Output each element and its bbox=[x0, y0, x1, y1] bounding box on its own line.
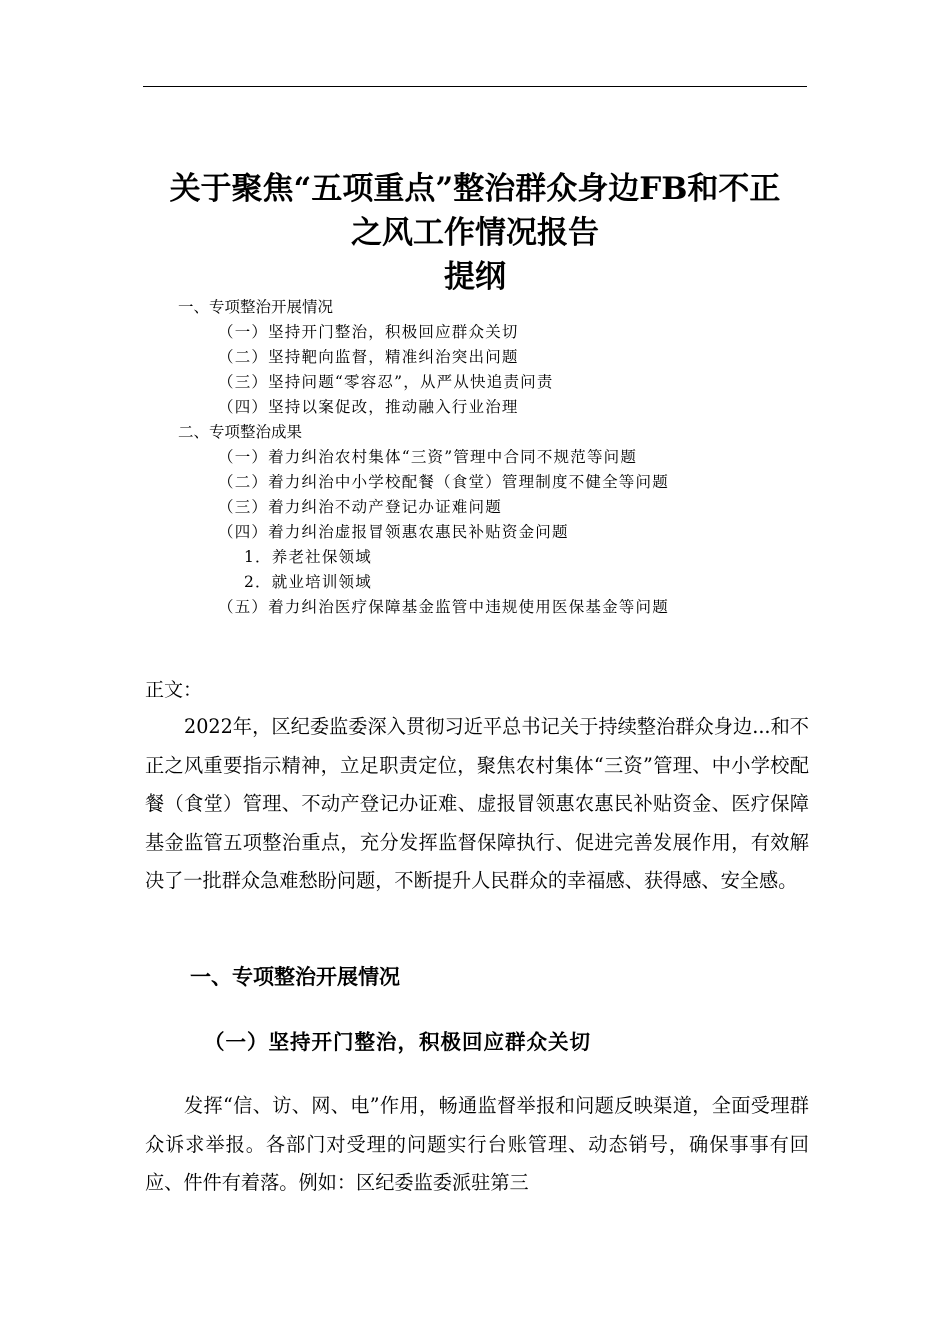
outline-item: （二）着力纠治中小学校配餐（食堂）管理制度不健全等问题 bbox=[218, 473, 669, 491]
outline-item: 二、专项整治成果 bbox=[178, 423, 303, 441]
outline-item: 一、专项整治开展情况 bbox=[178, 298, 334, 316]
header-rule bbox=[143, 86, 807, 87]
outline-item: （四）坚持以案促改，推动融入行业治理 bbox=[218, 398, 519, 416]
subsection-paragraph: 发挥“信、访、网、电”作用，畅通监督举报和问题反映渠道，全面受理群众诉求举报。各部门对受理的问题实行台账管理、动态销号，确保事事有回应、件件有着落。例如：区纪委监委派驻第三 bbox=[145, 1094, 809, 1195]
outline-item: （二）坚持靶向监督，精准纠治突出问题 bbox=[218, 348, 519, 366]
outline-item: （三）着力纠治不动产登记办证难问题 bbox=[218, 498, 502, 516]
report-title-line-1: 关于聚焦“五项重点”整治群众身边FB和不正 bbox=[169, 171, 781, 207]
outline-item: （四）着力纠治虚报冒领惠农惠民补贴资金问题 bbox=[218, 523, 569, 541]
outline-item: 2．就业培训领域 bbox=[244, 573, 372, 591]
report-title-line-2: 之风工作情况报告 bbox=[351, 215, 599, 251]
outline-item: （一）坚持开门整治，积极回应群众关切 bbox=[218, 323, 519, 341]
body-label: 正文： bbox=[145, 679, 203, 701]
intro-paragraph: 2022年，区纪委监委深入贯彻习近平总书记关于持续整治群众身边...和不正之风重要指示精神，立足职责定位，聚焦农村集体“三资”管理、中小学校配餐（食堂）管理、不动产登记办证难、虚报冒领惠农惠民补贴资金、医疗保障基金监管五项整治重点，充分发挥监督保障执行、促进完善发展作用，有效解决了一批群众急难愁盼问题，不断提升人民群众的幸福感、获得感、安全感。 bbox=[145, 715, 809, 893]
outline-item: 1．养老社保领域 bbox=[244, 548, 372, 566]
outline-title: 提纲 bbox=[444, 259, 506, 295]
outline-item: （三）坚持问题“零容忍”，从严从快追责问责 bbox=[218, 373, 554, 391]
subsection-heading: （一）坚持开门整治，积极回应群众关切 bbox=[204, 1030, 591, 1054]
outline-item: （五）着力纠治医疗保障基金监管中违规使用医保基金等问题 bbox=[218, 598, 669, 616]
section-heading: 一、专项整治开展情况 bbox=[190, 965, 400, 989]
outline-item: （一）着力纠治农村集体“三资”管理中合同不规范等问题 bbox=[218, 448, 638, 466]
